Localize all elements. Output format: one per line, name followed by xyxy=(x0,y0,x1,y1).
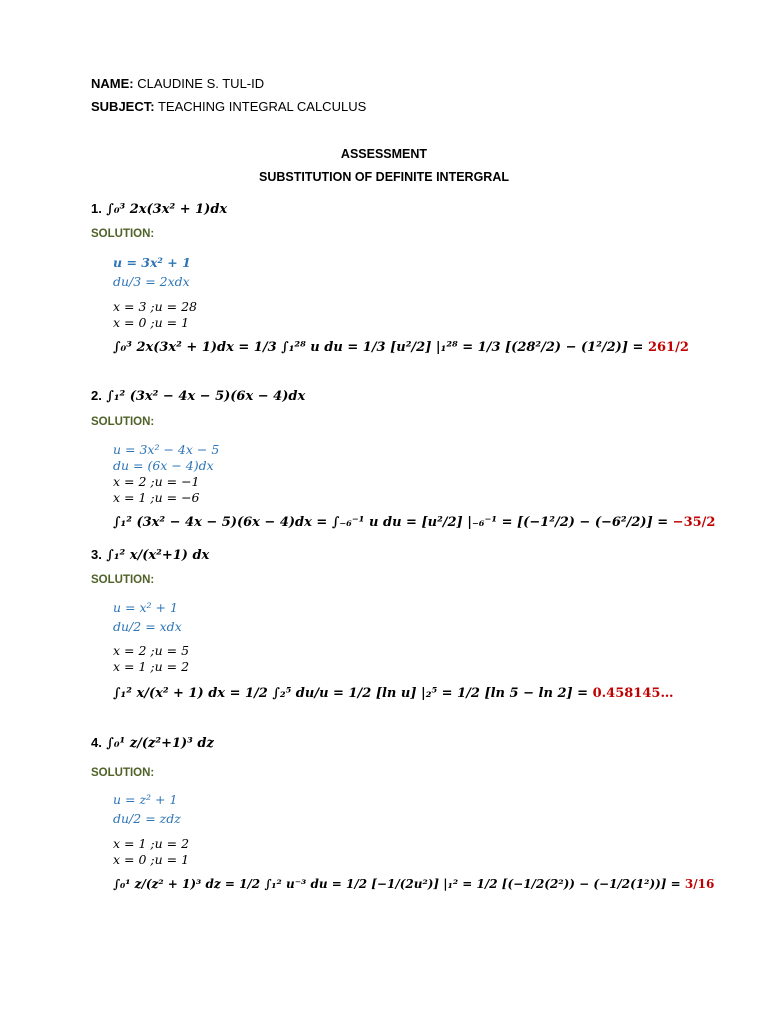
final-answer: 3/16 xyxy=(684,877,715,891)
substitution-step: u = 3x² + 1 xyxy=(113,255,191,270)
problem-number: 2. xyxy=(91,388,102,403)
problem-question: ∫₁² (3x² − 4x − 5)(6x − 4)dx xyxy=(106,389,306,404)
final-answer: −35/2 xyxy=(672,515,716,530)
name-line xyxy=(91,76,264,91)
problem-4-question xyxy=(91,734,214,752)
differential-step: du/2 = zdz xyxy=(113,811,181,826)
lower-limit-step: x = 1 ;u = 2 xyxy=(113,659,190,674)
upper-limit-step: x = 1 ;u = 2 xyxy=(113,836,190,851)
work-expression: ∫₀¹ z/(z² + 1)³ dz = 1/2 ∫₁² u⁻³ du = 1/2 [−1/(2u²)] |₁² = 1/2 [(−1/2(2²)) − (−1/2(1²))] = xyxy=(113,877,681,891)
solution-label: SOLUTION: xyxy=(91,767,155,779)
work-expression: ∫₁² x/(x² + 1) dx = 1/2 ∫₂⁵ du/u = 1/2 [ln u] |₂⁵ = 1/2 [ln 5 − ln 2] = xyxy=(113,686,589,701)
solution-label: SOLUTION: xyxy=(91,416,155,428)
problem-4-work xyxy=(113,877,714,891)
differential-step: du/2 = xdx xyxy=(113,619,182,634)
name-label: NAME: xyxy=(91,76,134,91)
subject-value: TEACHING INTEGRAL CALCULUS xyxy=(157,99,367,114)
problem-3-question xyxy=(91,546,209,564)
final-answer: 261/2 xyxy=(647,340,689,355)
problem-1-question xyxy=(91,200,227,218)
problem-question: ∫₀¹ z/(z²+1)³ dz xyxy=(106,736,214,751)
assessment-subtitle: SUBSTITUTION OF DEFINITE INTERGRAL xyxy=(259,170,509,184)
substitution-step: u = 3x² − 4x − 5 xyxy=(113,442,220,457)
problem-number: 4. xyxy=(91,735,102,750)
subject-line xyxy=(91,99,366,114)
problem-1-work xyxy=(113,340,689,355)
problem-question: ∫₀³ 2x(3x² + 1)dx xyxy=(106,202,228,217)
problem-2-question xyxy=(91,387,305,405)
upper-limit-step: x = 2 ;u = −1 xyxy=(113,474,200,489)
subject-label: SUBJECT: xyxy=(91,99,155,114)
work-expression: ∫₀³ 2x(3x² + 1)dx = 1/3 ∫₁²⁸ u du = 1/3 [u²/2] |₁²⁸ = 1/3 [(28²/2) − (1²/2)] = xyxy=(113,340,644,355)
problem-2-work xyxy=(113,515,715,530)
problem-question: ∫₁² x/(x²+1) dx xyxy=(106,548,210,563)
differential-step: du/3 = 2xdx xyxy=(113,274,190,289)
final-answer: 0.458145… xyxy=(592,686,674,701)
lower-limit-step: x = 0 ;u = 1 xyxy=(113,852,190,867)
work-expression: ∫₁² (3x² − 4x − 5)(6x − 4)dx = ∫₋₆⁻¹ u du = [u²/2] |₋₆⁻¹ = [(−1²/2) − (−6²/2)] = xyxy=(113,515,669,530)
assessment-title: ASSESSMENT xyxy=(340,147,428,161)
problem-3-work xyxy=(113,686,673,701)
problem-number: 1. xyxy=(91,201,102,216)
lower-limit-step: x = 1 ;u = −6 xyxy=(113,490,200,505)
problem-number: 3. xyxy=(91,547,102,562)
solution-label: SOLUTION: xyxy=(91,228,155,240)
solution-label: SOLUTION: xyxy=(91,574,155,586)
upper-limit-step: x = 3 ;u = 28 xyxy=(113,299,197,314)
lower-limit-step: x = 0 ;u = 1 xyxy=(113,315,190,330)
substitution-step: u = z² + 1 xyxy=(113,792,178,807)
substitution-step: u = x² + 1 xyxy=(113,600,178,615)
name-value: CLAUDINE S. TUL-ID xyxy=(137,76,265,91)
differential-step: du = (6x − 4)dx xyxy=(113,458,214,473)
upper-limit-step: x = 2 ;u = 5 xyxy=(113,643,190,658)
